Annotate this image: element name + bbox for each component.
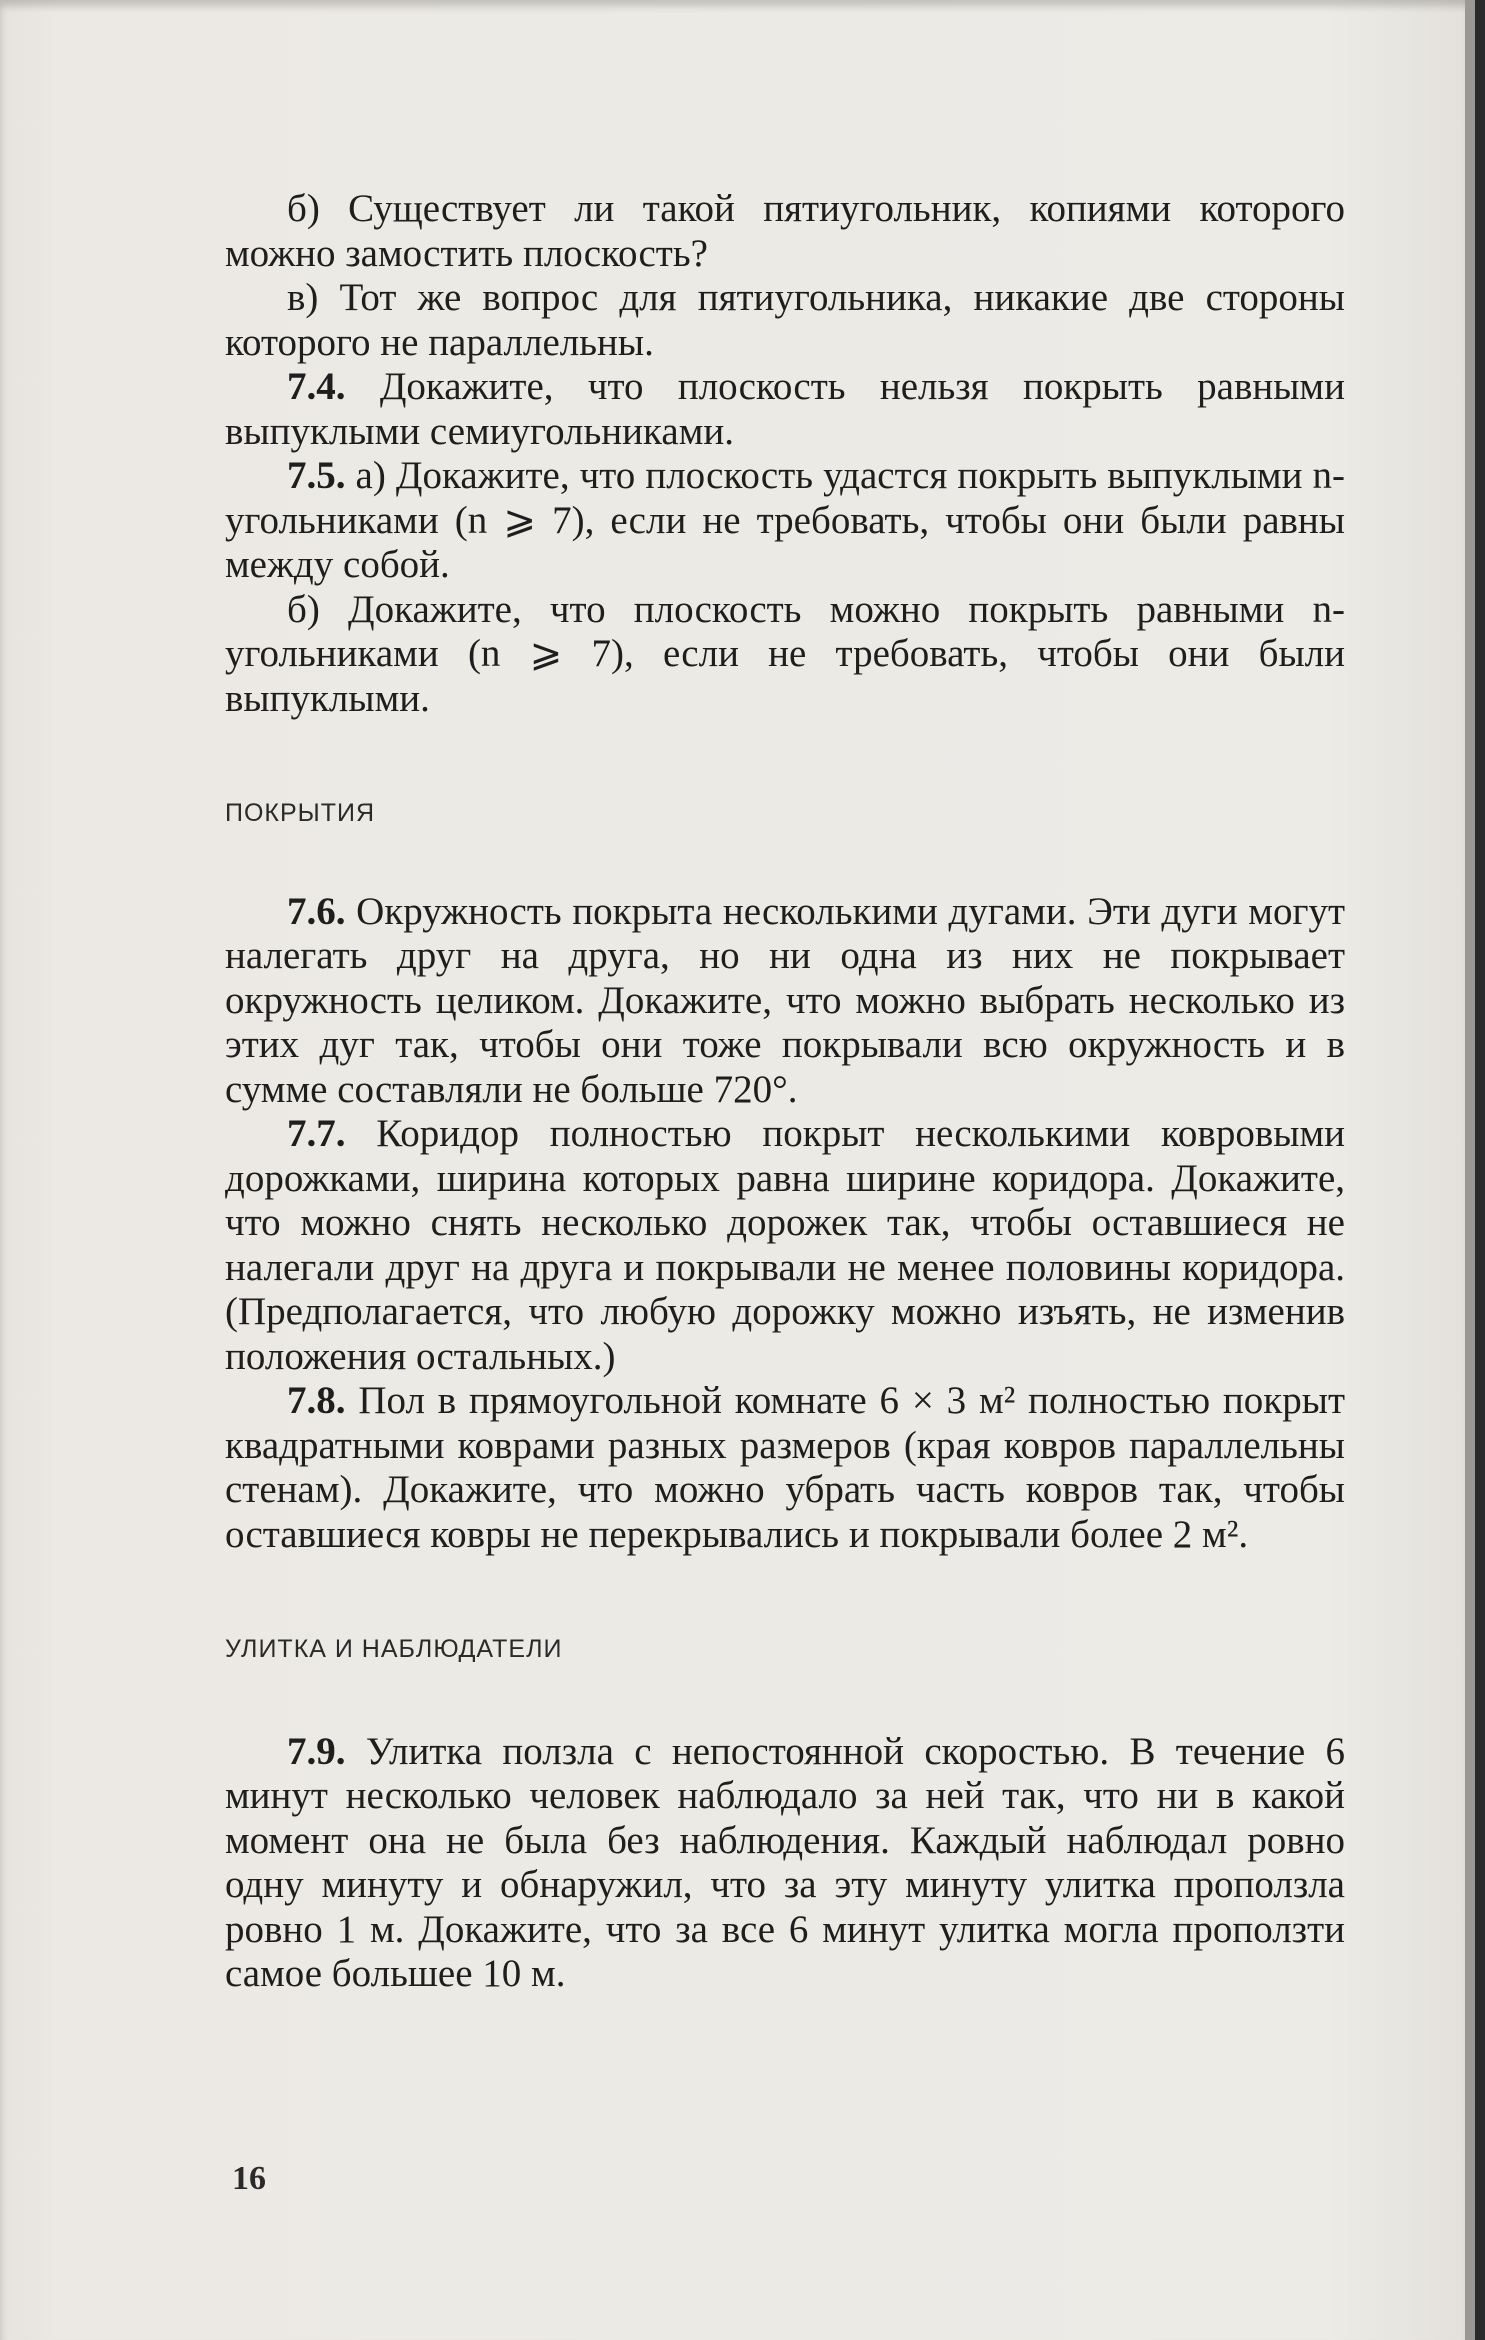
page-content [225,187,1345,1997]
problem-number: 7.4. [287,365,346,408]
problem-paragraph: б) Существует ли такой пятиугольник, копиями которого можно замостить плоскость? [225,187,1345,275]
problem-7-9: 7.9. Улитка ползла с непостоянной скоростью. В течение 6 минут несколько человек наблюдало за ней так, что ни в какой момент она не была без наблюдения. Каждый наблюдал ровно одну минуту и обнаружил, что за эту минуту улитка проползла ровно 1 м. Докажите, что за все 6 минут улитка могла проползти самое большее 10 м. [225,1729,1345,1995]
problem-paragraph: б) Докажите, что плоскость можно покрыть равными n-угольниками (n ⩾ 7), если не требовать, чтобы они были выпуклыми. [225,587,1345,720]
page-number: 16 [232,2160,266,2197]
problem-number: 7.5. [287,454,346,497]
problem-7-7: 7.7. Коридор полностью покрыт несколькими ковровыми дорожками, ширина которых равна ширине коридора. Докажите, что можно снять несколько дорожек так, чтобы оставшиеся не налегали друг на друга и покрывали не менее половины коридора. (Предполагается, что любую дорожку можно изъять, не изменив положения остальных.) [225,1112,1345,1378]
problem-number: 7.7. [287,1112,346,1155]
problem-paragraph: в) Тот же вопрос для пятиугольника, никакие две стороны которого не параллельны. [225,276,1345,364]
section-heading-snail: УЛИТКА И НАБЛЮДАТЕЛИ [225,1635,563,1663]
problem-number: 7.9. [287,1729,346,1773]
section-heading-coverings: ПОКРЫТИЯ [225,799,376,827]
problem-7-4: 7.4. Докажите, что плоскость нельзя покрыть равными выпуклыми семиугольниками. [225,365,1345,453]
problem-7-8: 7.8. Пол в прямоугольной комнате 6 × 3 м² полностью покрыт квадратными коврами разных размеров (края ковров параллельны стенам). Докажите, что можно убрать часть ковров так, чтобы оставшиеся ковры не перекрывались и покрывали более 2 м². [225,1379,1345,1556]
problem-7-5: 7.5. а) Докажите, что плоскость удастся покрыть выпуклыми n-угольниками (n ⩾ 7), если не требовать, чтобы они были равны между собой. [225,454,1345,586]
problem-number: 7.6. [287,889,346,933]
problem-7-6: 7.6. Окружность покрыта несколькими дугами. Эти дуги могут налегать друг на друга, но ни одна из них не покрывает окружность целиком. Докажите, что можно выбрать несколько из этих дуг так, чтобы они тоже покрывали всю окружность и в сумме составляли не больше 720°. [225,889,1345,1111]
problem-number: 7.8. [287,1379,346,1422]
page-edge [1465,0,1475,2340]
